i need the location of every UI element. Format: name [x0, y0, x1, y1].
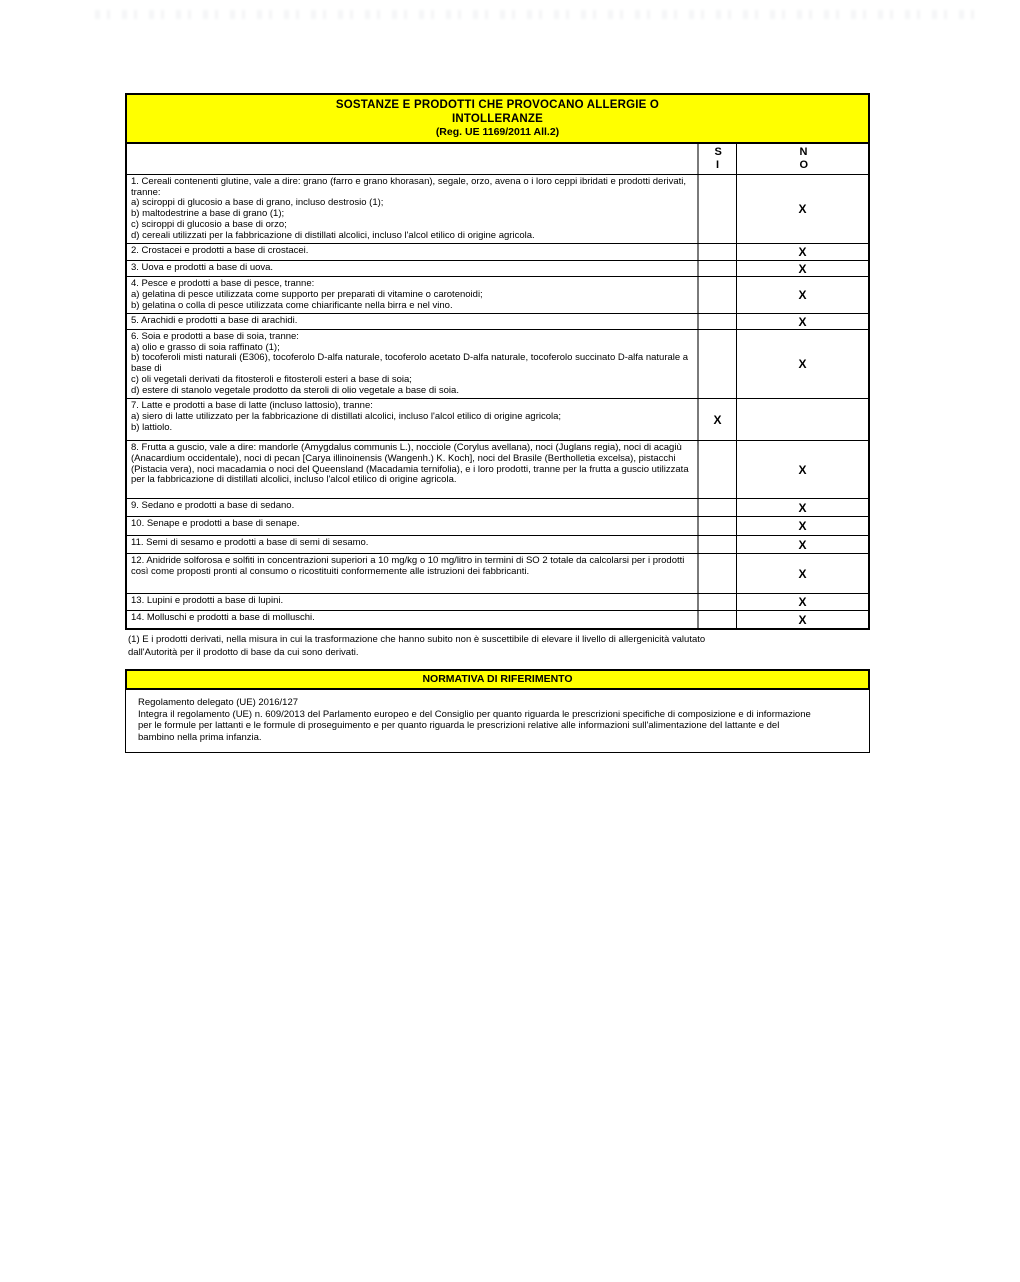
no-x-mark: X [798, 519, 807, 534]
no-x-mark: X [798, 288, 807, 303]
no-x-mark: X [798, 612, 807, 627]
si-mark-cell [697, 175, 737, 243]
footnote [125, 634, 870, 659]
table-row [127, 498, 868, 516]
si-mark-cell [697, 314, 737, 329]
si-mark-cell [697, 536, 737, 553]
footnote-line2: dall'Autorità per il prodotto di base da cui sono derivati. [128, 646, 359, 658]
si-x-mark: X [713, 412, 722, 427]
table-title-cell [127, 95, 868, 144]
allergen-table-body [127, 175, 868, 628]
si-mark-cell [697, 244, 737, 260]
no-x-mark: X [798, 245, 807, 260]
allergen-description: 1. Cereali contenenti glutine, vale a dire: grano (farro e grano khorasan), segale, orzo, avena o i loro ceppi ibridati e prodotti derivati, tranne: a) sciroppi di glucosio a base di grano, incluso destrosio (1); b) maltodestrine a base di grano (1); c) sciroppi di glucosio a base di orzo; d) cereali utilizzati per la fabbricazione di distillati alcolici, incluso l'alcol etilico di origine agricola. [131, 176, 687, 241]
allergen-description: 13. Lupini e prodotti a base di lupini. [131, 595, 284, 607]
table-header-row [127, 144, 868, 175]
table-row [127, 175, 868, 243]
no-mark-cell [737, 517, 868, 535]
allergen-description: 8. Frutta a guscio, vale a dire: mandorle (Amygdalus communis L.), nocciole (Corylus avellana), noci (Juglans regia), noci di acagiù (Anacardium occidentale), noci di pecan [Carya illinoinensis (Wangenh.) K. Koch], noci del Brasile (Bertholletia excelsa), pistacchi (Pistacia vera), noci macadamia o noci del Queensland (Macadamia ternifolia), e i loro prodotti, tranne per la frutta a guscio utilizzata per la fabbricazione di distillati alcolici, incluso l'alcol etilico di origine agricola. [131, 442, 689, 486]
no-mark-cell [737, 611, 868, 628]
no-x-mark: X [798, 261, 807, 276]
normativa-description-line1: Integra il regolamento (UE) n. 609/2013 del Parlamento europeo e del Consiglio per quanto riguarda le prescrizioni specifiche di composizione e di informazione [138, 708, 811, 720]
allergen-description: 12. Anidride solforosa e solfiti in concentrazioni superiori a 10 mg/kg o 10 mg/litro in termini di SO 2 totale da calcolarsi per i prodotti così come proposti pronti al consumo o ricostituiti conformemente alle istruzioni dei fabbricanti. [131, 555, 685, 577]
no-column-label: NO [799, 146, 808, 171]
no-mark-cell [737, 261, 868, 276]
table-title-line2: INTOLLERANZE [452, 113, 543, 125]
si-mark-cell [697, 594, 737, 610]
si-mark-cell [697, 517, 737, 535]
no-x-mark: X [798, 462, 807, 477]
column-header-no [737, 144, 868, 174]
table-row [127, 610, 868, 628]
no-mark-cell [737, 554, 868, 593]
no-x-mark: X [798, 537, 807, 552]
no-mark-cell [737, 330, 868, 398]
si-mark-cell [697, 611, 737, 628]
table-row [127, 440, 868, 498]
table-row [127, 260, 868, 276]
table-row [127, 243, 868, 260]
no-x-mark: X [798, 202, 807, 217]
si-mark-cell [697, 261, 737, 276]
no-mark-cell [737, 594, 868, 610]
table-row [127, 329, 868, 398]
normativa-regulation-title: Regolamento delegato (UE) 2016/127 [138, 697, 299, 709]
no-mark-cell [737, 499, 868, 516]
table-row [127, 535, 868, 553]
header-empty-cell [127, 144, 697, 174]
allergen-description: 14. Molluschi e prodotti a base di molluschi. [131, 612, 315, 624]
table-row [127, 398, 868, 440]
table-row [127, 313, 868, 329]
normativa-description-line2: per le formule per lattanti e le formule di proseguimento e per quanto riguarda le prescrizioni relative alle informazioni sull'alimentazione del lattante e del [138, 720, 780, 732]
allergen-table [125, 93, 870, 630]
no-x-mark: X [798, 595, 807, 610]
normativa-body [125, 690, 870, 752]
allergen-description: 6. Soia e prodotti a base di soia, tranne: a) olio e grasso di soia raffinato (1); b) tocoferoli misti naturali (E306), tocoferolo D-alfa naturale, tocoferolo acetato D-alfa naturale, tocoferolo succinato D-alfa naturale a base di c) oli vegetali derivati da fitosteroli e fitosteroli esteri a base di soia; d) estere di stanolo vegetale prodotto da steroli di olio vegetale a base di soia. [131, 331, 689, 396]
no-mark-cell [737, 399, 868, 440]
no-mark-cell [737, 244, 868, 260]
table-row [127, 553, 868, 593]
no-mark-cell [737, 314, 868, 329]
si-column-label: SI [714, 146, 722, 171]
table-regulation-ref: (Reg. UE 1169/2011 All.2) [435, 126, 560, 138]
table-row [127, 516, 868, 535]
scan-bleed-artifact [95, 10, 975, 19]
si-mark-cell [697, 330, 737, 398]
no-x-mark: X [798, 357, 807, 372]
allergen-description: 2. Crostacei e prodotti a base di crostacei. [131, 245, 309, 257]
si-mark-cell [697, 441, 737, 498]
no-x-mark: X [798, 314, 807, 329]
footnote-line1: (1) E i prodotti derivati, nella misura in cui la trasformazione che hanno subito non è suscettibile di elevare il livello di allergenicità valutato [128, 634, 706, 646]
allergen-description: 3. Uova e prodotti a base di uova. [131, 262, 274, 274]
no-mark-cell [737, 175, 868, 243]
si-mark-cell [697, 399, 737, 440]
document-page [125, 93, 870, 753]
allergen-description: 10. Senape e prodotti a base di senape. [131, 518, 300, 530]
allergen-description: 7. Latte e prodotti a base di latte (incluso lattosio), tranne: a) siero di latte utilizzato per la fabbricazione di distillati alcolici, incluso l'alcol etilico di origine agricola; b) lattiolo. [131, 400, 562, 433]
no-x-mark: X [798, 566, 807, 581]
no-mark-cell [737, 441, 868, 498]
column-header-si [697, 144, 737, 174]
table-row [127, 593, 868, 610]
si-mark-cell [697, 554, 737, 593]
allergen-description: 4. Pesce e prodotti a base di pesce, tranne: a) gelatina di pesce utilizzata come supporto per preparati di vitamine o carotenoidi; b) gelatina o colla di pesce utilizzata come chiarificante nella birra e nel vino. [131, 278, 483, 311]
si-mark-cell [697, 499, 737, 516]
no-x-mark: X [798, 500, 807, 515]
table-title-line1: SOSTANZE E PRODOTTI CHE PROVOCANO ALLERGIE O [335, 99, 660, 111]
table-row [127, 276, 868, 313]
normativa-description-line3: bambino nella prima infanzia. [138, 732, 262, 744]
normativa-header: NORMATIVA DI RIFERIMENTO [125, 669, 870, 690]
si-mark-cell [697, 277, 737, 313]
no-mark-cell [737, 536, 868, 553]
allergen-description: 9. Sedano e prodotti a base di sedano. [131, 500, 295, 512]
no-mark-cell [737, 277, 868, 313]
allergen-description: 5. Arachidi e prodotti a base di arachidi. [131, 315, 298, 327]
allergen-description: 11. Semi di sesamo e prodotti a base di semi di sesamo. [131, 537, 369, 549]
